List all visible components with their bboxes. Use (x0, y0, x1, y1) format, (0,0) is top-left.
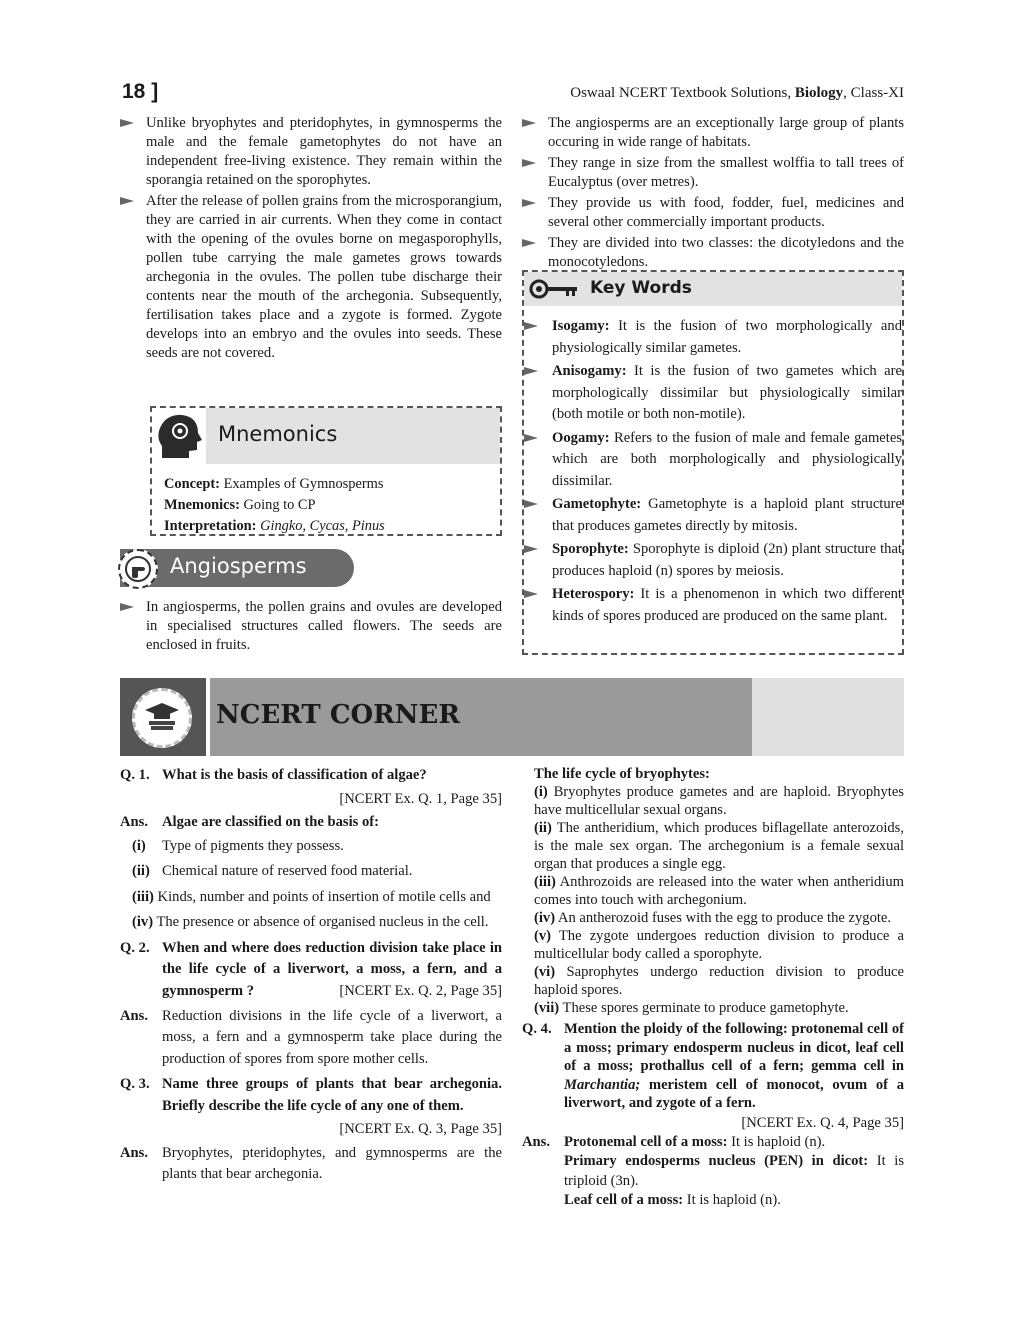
list-item: (iv) The presence or absence of organised nucleus in the cell. (132, 914, 489, 930)
mnemonics-box (150, 406, 502, 536)
lifecycle-title: The life cycle of bryophytes: (534, 766, 710, 782)
keyword-item: Sporophyte: Sporophyte is diploid (2n) plant structure that produces haploid (n) spores by meiosis. (524, 539, 902, 582)
gymnosperm-bullets (120, 114, 502, 365)
angiosperms-title: Angiosperms (170, 554, 307, 578)
answer-4: Ans. Protonemal cell of a moss: It is haploid (n). Primary endosperms nucleus (PEN) in dicot: It is triploid (3n). Leaf cell of a moss: It is haploid (n). (522, 1133, 904, 1211)
question-2: Q. 2. When and where does reduction division take place in the life cycle of a liverwort, a moss, a fern, and a gymnosperm ? (120, 939, 502, 999)
list-item: Unlike bryophytes and pteridophytes, in gymnosperms the male and the female gametophytes do not have an independent free-living existence. They remain within the sporangia retained on the sporophytes. (120, 114, 502, 190)
head-icon (152, 408, 206, 464)
mnemonics-title: Mnemonics (218, 422, 338, 446)
keyword-item: Anisogamy: It is the fusion of two gametes which are morphologically dissimilar but physiologically similar (both motile or both non-motile). (524, 361, 902, 426)
list-item: They are divided into two classes: the dicotyledons and the monocotyledons. (522, 234, 904, 272)
keyword-item: Oogamy: Refers to the fusion of male and female gametes which are both morphologically and physiologically dissimilar. (524, 428, 902, 493)
mnemonic-phrase: Mnemonics: Going to CP (164, 497, 316, 513)
running-header: Oswaal NCERT Textbook Solutions, Biology, Class-XI (570, 85, 904, 101)
answer-1: Ans. Algae are classified on the basis of: (120, 814, 380, 830)
key-words-header (524, 272, 902, 306)
list-item: After the release of pollen grains from the microsporangium, they are carried in air currents. When they come in contact with the opening of the ovules borne on megasporophylls, pollen tube carrying the male gametes grows towards archegonia in the ovules. The pollen tube discharge their contents near the mouth of the archegonia. Subsequently, fertilisation takes place and a zygote is formed. Zygote develops into an embryo and the ovules into seeds. These seeds are not covered. (120, 192, 502, 363)
qa-right-column (522, 765, 904, 1211)
answer-2: Ans. Reduction divisions in the life cycle of a liverwort, a moss, a fern and a gymnosperm take place during the production of spores from spore mother cells. (120, 1007, 502, 1067)
mnemonic-concept: Concept: Examples of Gymnosperms (164, 476, 384, 492)
list-item: (v) The zygote undergoes reduction division to produce a multicellular body called a sporophyte. (534, 928, 904, 962)
question-4: Q. 4. Mention the ploidy of the following: protonemal cell of a moss; primary endosperm nucleus in dicot, leaf cell of a moss; prothallus cell of a fern; gemma cell in Marchantia; meristem cell of monocot, ovum of a liverwort, and zygote of a fern. (522, 1021, 904, 1111)
list-item: (iv) An antherozoid fuses with the egg to produce the zygote. (534, 910, 892, 926)
list-item: (vi) Saprophytes undergo reduction division to produce haploid spores. (534, 964, 904, 998)
list-item: They provide us with food, fodder, fuel, medicines and several other commercially important products. (522, 194, 904, 232)
list-item: In angiosperms, the pollen grains and ovules are developed in specialised structures called flowers. The seeds are enclosed in fruits. (120, 598, 502, 655)
angiosperm-bullets (522, 114, 904, 274)
list-item: (ii) Chemical nature of reserved food material. (132, 863, 413, 879)
question-1: Q. 1. What is the basis of classification of algae? (120, 767, 427, 783)
ncert-corner-banner (120, 678, 904, 756)
list-item: (iii) Anthrozoids are released into the water when antheridium comes into touch with archegonium. (534, 874, 905, 908)
mnemonics-header (152, 408, 500, 464)
angiosperm-bullet (120, 598, 502, 657)
page-number: 18 ] (122, 80, 159, 103)
ncert-reference: [NCERT Ex. Q. 3, Page 35] (339, 1121, 502, 1137)
answer-3: Ans. Bryophytes, pteridophytes, and gymnosperms are the plants that bear archegonia. (120, 1144, 502, 1182)
ploidy-answer: Primary endosperms nucleus (PEN) in dicot: It is triploid (3n). (564, 1153, 904, 1189)
list-item: (iii) Kinds, number and points of insertion of motile cells and (132, 888, 491, 905)
ncert-corner-title: NCERT CORNER (216, 700, 460, 730)
key-icon (528, 278, 580, 305)
keyword-item: Heterospory: It is a phenomenon in which two different kinds of spores produced are produced on the same plant. (524, 584, 902, 627)
ploidy-answer: Protonemal cell of a moss: It is haploid (n). (564, 1133, 826, 1150)
keyword-item: Gametophyte: Gametophyte is a haploid plant structure that produces gametes directly by mitosis. (524, 494, 902, 537)
graduation-cap-icon (132, 688, 192, 748)
ncert-reference: [NCERT Ex. Q. 1, Page 35] (339, 790, 502, 807)
ploidy-answer: Leaf cell of a moss: It is haploid (n). (564, 1192, 781, 1208)
list-item: (vii) These spores germinate to produce gametophyte. (534, 1000, 849, 1016)
keyword-item: Isogamy: It is the fusion of two morphologically and physiologically similar gametes. (524, 316, 902, 359)
key-words-title: Key Words (590, 278, 692, 298)
mnemonic-interpretation: Interpretation: Gingko, Cycas, Pinus (164, 518, 385, 534)
qa-left-column (120, 765, 502, 1186)
key-words-box (522, 270, 904, 655)
list-item: They range in size from the smallest wolffia to tall trees of Eucalyptus (over metres). (522, 154, 904, 192)
question-3: Q. 3. Name three groups of plants that bear archegonia. Briefly describe the life cycle of any one of them. (120, 1076, 502, 1114)
list-item: (i) Bryophytes produce gametes and are haploid. Bryophytes have multicellular sexual organs. (534, 784, 904, 818)
ncert-reference: [NCERT Ex. Q. 4, Page 35] (741, 1114, 904, 1131)
hand-pointer-icon (118, 549, 158, 589)
list-item: (i) Type of pigments they possess. (132, 837, 344, 854)
list-item: (ii) The antheridium, which produces biflagellate anterozoids, is the male sex organ. The archegonium is a female sexual organ that produces a single egg. (534, 820, 905, 872)
list-item: The angiosperms are an exceptionally large group of plants occuring in wide range of habitats. (522, 114, 904, 152)
ncert-reference: [NCERT Ex. Q. 2, Page 35] (339, 983, 502, 999)
